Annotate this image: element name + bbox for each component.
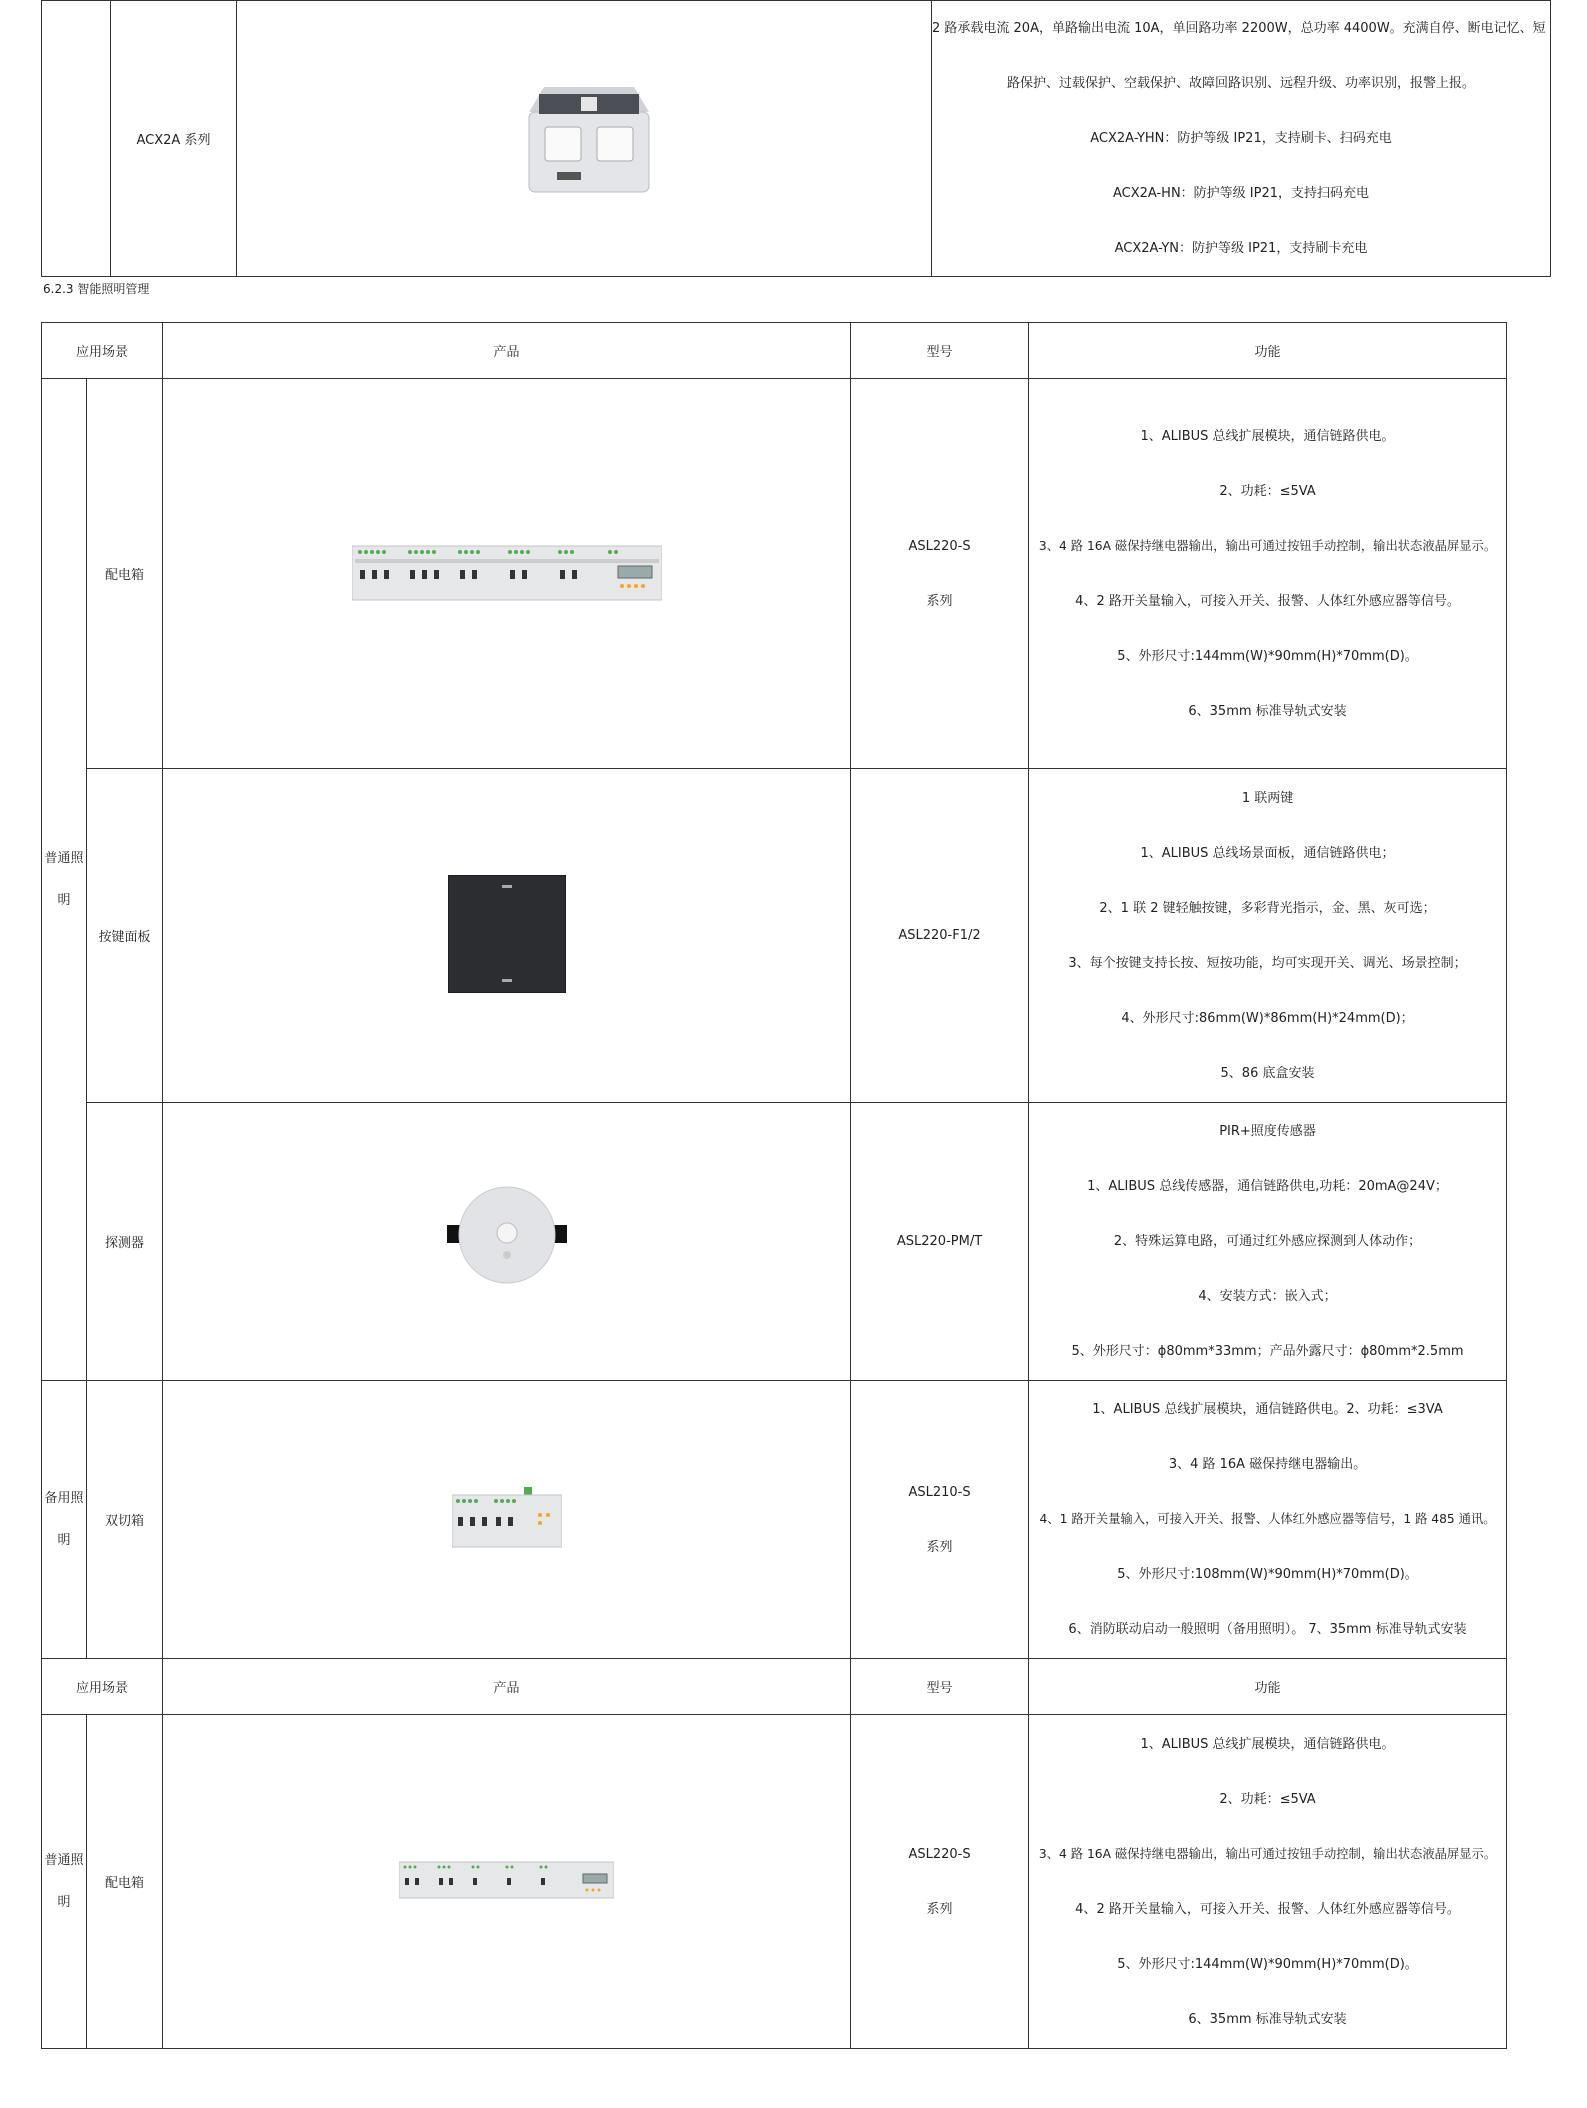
model-line: 系列 xyxy=(926,1901,953,1917)
lighting-table xyxy=(41,322,1507,2049)
header-scene: 应用场景 xyxy=(42,323,163,379)
function-line: 4、2 路开关量输入，可接入开关、报警、人体红外感应器等信号。 xyxy=(1075,593,1460,609)
function-line: 3、每个按键支持长按、短按功能，均可实现开关、调光、场景控制； xyxy=(1068,955,1467,971)
top-line: ACX2A-HN：防护等级 IP21，支持扫码充电 xyxy=(1112,186,1370,201)
function-line: 3、4 路 16A 磁保持继电器输出，输出可通过按钮手动控制，输出状态液晶屏显示。 xyxy=(1038,538,1497,553)
function-line: 5、外形尺寸：ϕ80mm*33mm；产品外露尺寸：ϕ80mm*2.5mm xyxy=(1071,1344,1464,1359)
model-line: ASL220-F1/2 xyxy=(898,928,981,943)
model-cell xyxy=(851,769,1029,1103)
section-title: 6.2.3 智能照明管理 xyxy=(43,282,150,296)
function-line: 6、35mm 标准导轨式安装 xyxy=(1188,703,1347,719)
group-backup xyxy=(42,1381,87,1659)
product-cell xyxy=(163,1103,851,1381)
group-normal xyxy=(42,1715,87,2049)
top-empty-cell xyxy=(42,1,111,277)
model-cell xyxy=(851,1381,1029,1659)
header-function: 功能 xyxy=(1029,1659,1507,1715)
model-cell xyxy=(851,1715,1029,2049)
function-line: 2、功耗：≤5VA xyxy=(1219,483,1316,499)
product-cell xyxy=(163,769,851,1103)
function-line: 2、特殊运算电路，可通过红外感应探测到人体动作； xyxy=(1113,1234,1422,1249)
function-line: 1、ALIBUS 总线扩展模块，通信链路供电。2、功耗：≤3VA xyxy=(1092,1402,1443,1417)
socket-box-image xyxy=(509,72,659,202)
function-line: 1、ALIBUS 总线场景面板，通信链路供电； xyxy=(1140,845,1395,861)
key-panel-image xyxy=(448,875,566,993)
sub-scene: 配电箱 xyxy=(87,1715,163,2049)
group-label: 备用照明 xyxy=(44,1490,84,1548)
top-table xyxy=(41,0,1551,277)
top-line: 路保护、过载保护、空载保护、故障回路识别、远程升级、功率识别，报警上报。 xyxy=(1006,76,1475,91)
header-row xyxy=(42,1659,1507,1715)
model-cell xyxy=(851,1103,1029,1381)
model-line: ASL220-S xyxy=(908,538,971,554)
model-line: ASL220-S xyxy=(908,1846,971,1862)
top-function-cell xyxy=(932,1,1551,277)
function-line: 1 联两键 xyxy=(1241,790,1294,806)
table-row xyxy=(42,1381,1507,1659)
product-image-cell xyxy=(237,1,932,277)
function-line: 5、外形尺寸:144mm(W)*90mm(H)*70mm(D)。 xyxy=(1117,1956,1418,1972)
function-line: 4、1 路开关量输入，可接入开关、报警、人体红外感应器等信号，1 路 485 通讯。 xyxy=(1039,1512,1496,1526)
model-line: 系列 xyxy=(926,1539,953,1555)
function-line: 1、ALIBUS 总线扩展模块，通信链路供电。 xyxy=(1140,428,1395,444)
header-function: 功能 xyxy=(1029,323,1507,379)
function-line: 3、4 路 16A 磁保持继电器输出，输出可通过按钮手动控制，输出状态液晶屏显示。 xyxy=(1038,1846,1497,1861)
sub-scene: 按键面板 xyxy=(87,769,163,1103)
header-row xyxy=(42,323,1507,379)
detector-image xyxy=(442,1185,572,1295)
model-line: ASL210-S xyxy=(908,1484,971,1500)
model-line: 系列 xyxy=(926,593,953,609)
function-line: 2、1 联 2 键轻触按键，多彩背光指示，金、黑、灰可选； xyxy=(1099,900,1436,916)
table-row xyxy=(42,1103,1507,1381)
product-cell xyxy=(163,379,851,769)
function-line: 6、消防联动启动一般照明（备用照明）。 7、35mm 标准导轨式安装 xyxy=(1068,1622,1467,1637)
header-model: 型号 xyxy=(851,1659,1029,1715)
product-cell xyxy=(163,1715,851,2049)
series-label: ACX2A 系列 xyxy=(111,1,237,277)
function-cell xyxy=(1029,1103,1507,1381)
header-product: 产品 xyxy=(163,1659,851,1715)
relay-module-image xyxy=(399,1860,614,1900)
group-label: 普通照明 xyxy=(44,850,84,908)
group-normal xyxy=(42,379,87,1381)
product-cell xyxy=(163,1381,851,1659)
function-cell xyxy=(1029,379,1507,769)
header-scene: 应用场景 xyxy=(42,1659,163,1715)
relay-module-image xyxy=(452,1487,562,1549)
function-line: 4、2 路开关量输入，可接入开关、报警、人体红外感应器等信号。 xyxy=(1075,1901,1460,1917)
function-line: 1、ALIBUS 总线扩展模块，通信链路供电。 xyxy=(1140,1736,1395,1752)
function-cell xyxy=(1029,1381,1507,1659)
table-row xyxy=(42,379,1507,769)
model-cell xyxy=(851,379,1029,769)
sub-scene: 双切箱 xyxy=(87,1381,163,1659)
function-line: 5、外形尺寸:144mm(W)*90mm(H)*70mm(D)。 xyxy=(1117,648,1418,664)
function-line: 2、功耗：≤5VA xyxy=(1219,1791,1316,1807)
function-line: 4、安装方式：嵌入式； xyxy=(1198,1289,1337,1304)
table-row xyxy=(42,769,1507,1103)
header-product: 产品 xyxy=(163,323,851,379)
sub-scene: 配电箱 xyxy=(87,379,163,769)
function-line: 1、ALIBUS 总线传感器，通信链路供电,功耗：20mA@24V； xyxy=(1087,1179,1448,1194)
table-row xyxy=(42,1715,1507,2049)
function-line: 5、外形尺寸:108mm(W)*90mm(H)*70mm(D)。 xyxy=(1117,1567,1418,1582)
function-cell xyxy=(1029,769,1507,1103)
model-line: ASL220-PM/T xyxy=(896,1234,983,1249)
function-line: 6、35mm 标准导轨式安装 xyxy=(1188,2011,1347,2027)
function-line: 5、86 底盒安装 xyxy=(1220,1065,1315,1081)
header-model: 型号 xyxy=(851,323,1029,379)
top-line: ACX2A-YN：防护等级 IP21，支持刷卡充电 xyxy=(1114,241,1368,256)
group-label: 普通照明 xyxy=(44,1852,84,1910)
function-cell xyxy=(1029,1715,1507,2049)
top-line: 2 路承载电流 20A，单路输出电流 10A，单回路功率 2200W，总功率 4400W。充满自停、断电记忆、短 xyxy=(932,21,1546,36)
top-line: ACX2A-YHN：防护等级 IP21，支持刷卡、扫码充电 xyxy=(1090,131,1392,146)
sub-scene: 探测器 xyxy=(87,1103,163,1381)
function-line: 4、外形尺寸:86mm(W)*86mm(H)*24mm(D)； xyxy=(1121,1010,1414,1026)
relay-module-image xyxy=(352,542,662,602)
function-line: 3、4 路 16A 磁保持继电器输出。 xyxy=(1168,1457,1367,1472)
function-line: PIR+照度传感器 xyxy=(1219,1124,1316,1139)
